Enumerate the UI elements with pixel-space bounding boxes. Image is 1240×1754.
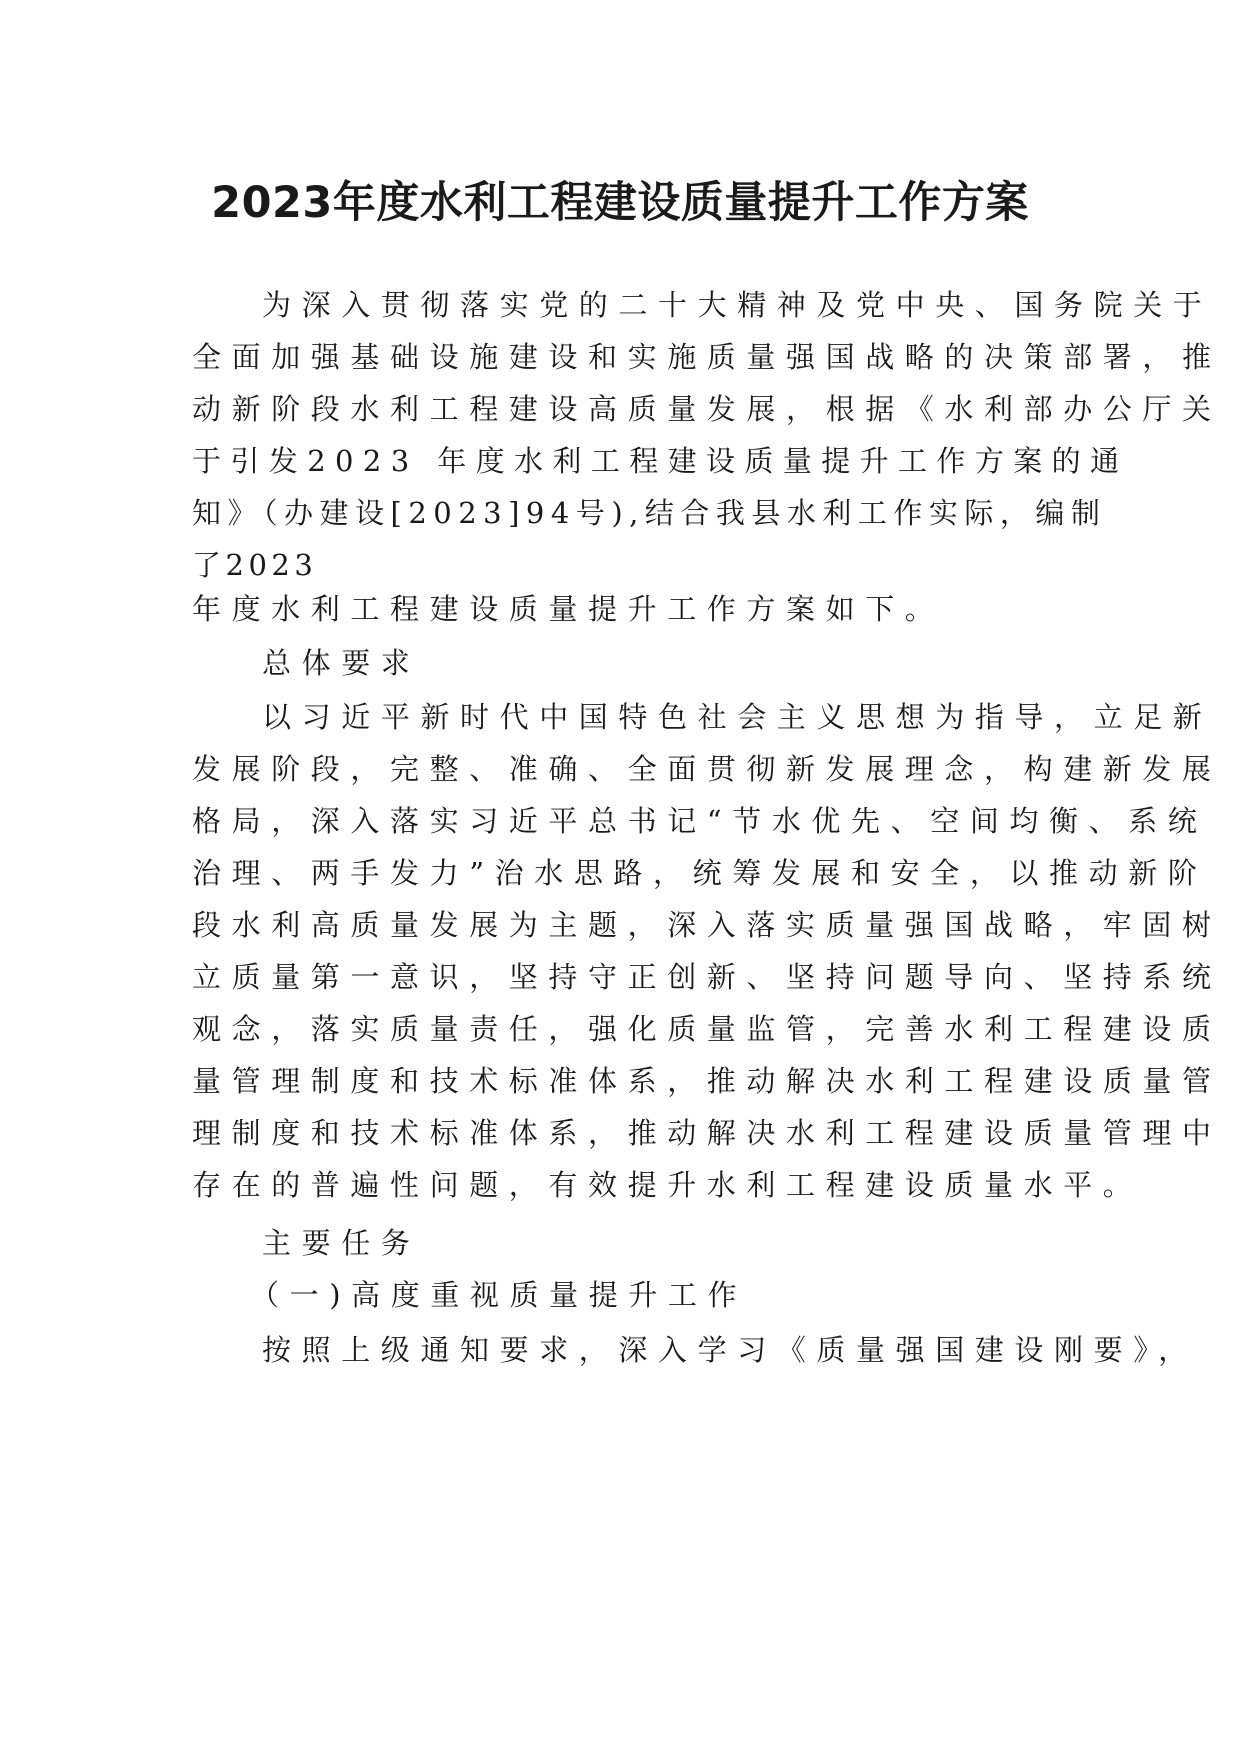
section-heading-tasks: 主要任务 — [262, 1226, 421, 1260]
intro-line-2: 全面加强基础设施建设和实施质量强国战略的决策部署，推 — [192, 340, 1222, 374]
section1-line-5: 段水利高质量发展为主题，深入落实质量强国战略，牢固树 — [192, 908, 1222, 942]
section1-line-9: 理制度和技术标准体系，推动解决水利工程建设质量管理中 — [192, 1116, 1222, 1150]
section1-line-3: 格局，深入落实习近平总书记“节水优先、空间均衡、系统 — [192, 804, 1208, 838]
document-title: 2023年度水利工程建设质量提升工作方案 — [211, 178, 1029, 228]
section1-line-8: 量管理制度和技术标准体系，推动解决水利工程建设质量管 — [192, 1064, 1222, 1098]
intro-line-7: 年度水利工程建设质量提升工作方案如下。 — [192, 592, 945, 626]
section1-line-2: 发展阶段，完整、准确、全面贯彻新发展理念，构建新发展 — [192, 752, 1222, 786]
subsection-heading-1: （一)高度重视质量提升工作 — [250, 1278, 748, 1312]
intro-line-3: 动新阶段水利工程建设高质量发展，根据《水利部办公厅关 — [192, 392, 1222, 426]
intro-line-1: 为深入贯彻落实党的二十大精神及党中央、国务院关于 — [262, 288, 1213, 322]
section1-line-10: 存在的普遍性问题，有效提升水利工程建设质量水平。 — [192, 1168, 1143, 1202]
section1-line-6: 立质量第一意识，坚持守正创新、坚持问题导向、坚持系统 — [192, 960, 1222, 994]
intro-line-5: 知》（办建设[2023]94号),结合我县水利工作实际，编制 — [192, 496, 1107, 530]
section1-line-4: 治理、两手发力”治水思路，统筹发展和安全，以推动新阶 — [192, 856, 1208, 890]
section1-line-7: 观念，落实质量责任，强化质量监管，完善水利工程建设质 — [192, 1012, 1222, 1046]
section2-line-1: 按照上级通知要求，深入学习《质量强国建设刚要》， — [262, 1333, 1198, 1367]
intro-line-4: 于引发2023 年度水利工程建设质量提升工作方案的通 — [192, 444, 1129, 478]
section-heading-overall: 总体要求 — [262, 646, 421, 680]
section1-line-1: 以习近平新时代中国特色社会主义思想为指导，立足新 — [262, 700, 1213, 734]
intro-line-6: 了2023 — [192, 548, 318, 582]
